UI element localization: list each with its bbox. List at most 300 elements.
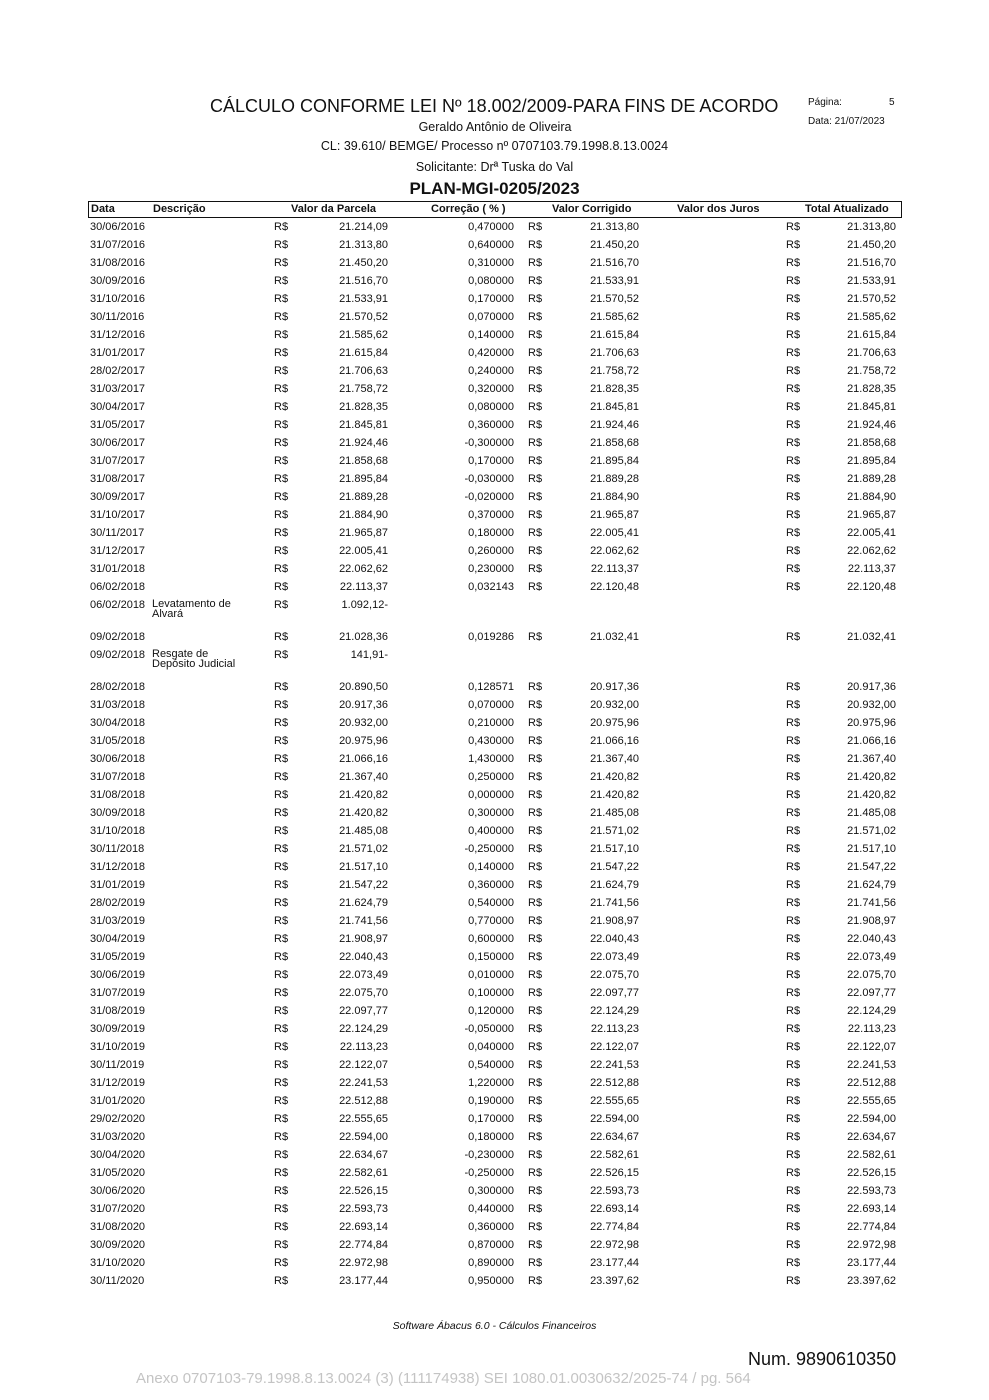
cell-currency-parcela: R$ [274, 1113, 289, 1125]
cell-currency-total: R$ [786, 1185, 801, 1197]
cell-currency-corrigido: R$ [528, 843, 543, 855]
cell-currency-total: R$ [786, 275, 801, 287]
table-row [88, 218, 902, 236]
cell-corrected-value: 21.571,02 [590, 825, 639, 837]
cell-corrected-value: 21.585,62 [590, 311, 639, 323]
cell-installment: 21.028,36 [339, 631, 388, 643]
table-row [88, 308, 902, 326]
table-row [88, 344, 902, 362]
cell-date: 31/01/2020 [90, 1095, 146, 1107]
cell-date: 31/12/2016 [90, 329, 146, 341]
cell-currency-total: R$ [786, 1257, 801, 1269]
cell-total: 21.706,63 [847, 347, 896, 359]
cell-date: 31/08/2017 [90, 473, 146, 485]
cell-installment: 22.122,07 [339, 1059, 388, 1071]
cell-correction: 0,950000 [468, 1275, 514, 1287]
cell-corrected-value: 22.555,65 [590, 1095, 639, 1107]
cell-installment: 22.040,43 [339, 951, 388, 963]
process-line: CL: 39.610/ BEMGE/ Processo nº 0707103.79.1998.8.13.0024 [320, 139, 669, 153]
cell-total: 20.932,00 [847, 699, 896, 711]
cell-currency-parcela: R$ [274, 491, 289, 503]
table-row [88, 452, 902, 470]
cell-currency-parcela: R$ [274, 401, 289, 413]
cell-currency-corrigido: R$ [528, 1113, 543, 1125]
cell-currency-parcela: R$ [274, 951, 289, 963]
cell-date: 31/10/2020 [90, 1257, 146, 1269]
cell-correction: 0,250000 [468, 771, 514, 783]
cell-date: 31/08/2016 [90, 257, 146, 269]
table-row [88, 912, 902, 930]
cell-corrected-value: 21.889,28 [590, 473, 639, 485]
cell-currency-corrigido: R$ [528, 807, 543, 819]
cell-corrected-value: 22.005,41 [590, 527, 639, 539]
cell-currency-total: R$ [786, 987, 801, 999]
cell-installment: 21.858,68 [339, 455, 388, 467]
cell-currency-parcela: R$ [274, 221, 289, 233]
cell-total: 21.908,97 [847, 915, 896, 927]
cell-total: 22.634,67 [847, 1131, 896, 1143]
cell-currency-parcela: R$ [274, 987, 289, 999]
cell-date: 31/01/2018 [90, 563, 146, 575]
cell-currency-total: R$ [786, 789, 801, 801]
cell-currency-corrigido: R$ [528, 699, 543, 711]
cell-currency-corrigido: R$ [528, 1131, 543, 1143]
cell-currency-total: R$ [786, 581, 801, 593]
cell-date: 30/04/2017 [90, 401, 146, 413]
cell-date: 09/02/2018 [90, 649, 146, 661]
cell-total: 22.122,07 [847, 1041, 896, 1053]
table-row [88, 732, 902, 750]
cell-installment: 22.113,23 [339, 1041, 388, 1053]
cell-date: 31/01/2019 [90, 879, 146, 891]
cell-date: 31/07/2016 [90, 239, 146, 251]
cell-currency-total: R$ [786, 419, 801, 431]
cell-corrected-value: 21.485,08 [590, 807, 639, 819]
cell-correction: 0,210000 [468, 717, 514, 729]
table-row [88, 678, 902, 696]
cell-currency-corrigido: R$ [528, 1221, 543, 1233]
cell-correction: 0,400000 [468, 825, 514, 837]
cell-date: 31/08/2020 [90, 1221, 146, 1233]
cell-currency-parcela: R$ [274, 1059, 289, 1071]
table-row [88, 1254, 902, 1272]
cell-total: 21.547,22 [847, 861, 896, 873]
cell-correction: 0,010000 [468, 969, 514, 981]
cell-installment: 21.571,02 [339, 843, 388, 855]
cell-corrected-value: 22.593,73 [590, 1185, 639, 1197]
cell-correction: 0,430000 [468, 735, 514, 747]
cell-installment: 22.555,65 [339, 1113, 388, 1125]
cell-currency-corrigido: R$ [528, 717, 543, 729]
cell-currency-corrigido: R$ [528, 879, 543, 891]
cell-total: 21.066,16 [847, 735, 896, 747]
requester-line: Solicitante: Drª Tuska do Val [415, 160, 574, 174]
cell-correction: 0,180000 [468, 1131, 514, 1143]
cell-correction: 0,890000 [468, 1257, 514, 1269]
cell-currency-parcela: R$ [274, 1149, 289, 1161]
cell-currency-corrigido: R$ [528, 969, 543, 981]
cell-currency-total: R$ [786, 1005, 801, 1017]
cell-corrected-value: 21.420,82 [590, 771, 639, 783]
cell-corrected-value: 22.972,98 [590, 1239, 639, 1251]
cell-currency-parcela: R$ [274, 717, 289, 729]
cell-currency-corrigido: R$ [528, 293, 543, 305]
cell-currency-total: R$ [786, 717, 801, 729]
cell-correction: 0,140000 [468, 329, 514, 341]
table-row [88, 1038, 902, 1056]
cell-correction: -0,230000 [464, 1149, 514, 1161]
cell-total: 20.917,36 [847, 681, 896, 693]
cell-installment: 22.241,53 [339, 1077, 388, 1089]
cell-total: 21.516,70 [847, 257, 896, 269]
cell-correction: 0,000000 [468, 789, 514, 801]
page-label: Página: [808, 97, 842, 108]
cell-currency-corrigido: R$ [528, 1275, 543, 1287]
cell-total: 22.120,48 [847, 581, 896, 593]
cell-currency-corrigido: R$ [528, 681, 543, 693]
cell-total: 21.895,84 [847, 455, 896, 467]
client-name: Geraldo Antônio de Oliveira [418, 120, 572, 134]
cell-installment: 21.066,16 [339, 753, 388, 765]
col-header-total: Total Atualizado [805, 203, 889, 215]
cell-correction: 0,040000 [468, 1041, 514, 1053]
cell-currency-corrigido: R$ [528, 1239, 543, 1251]
table-row [88, 804, 902, 822]
cell-currency-total: R$ [786, 933, 801, 945]
cell-currency-parcela: R$ [274, 275, 289, 287]
cell-correction: 0,470000 [468, 221, 514, 233]
table-row [88, 488, 902, 506]
cell-installment: 21.889,28 [339, 491, 388, 503]
cell-currency-corrigido: R$ [528, 527, 543, 539]
cell-corrected-value: 23.177,44 [590, 1257, 639, 1269]
cell-date: 30/11/2020 [90, 1275, 145, 1287]
cell-currency-corrigido: R$ [528, 1005, 543, 1017]
cell-currency-parcela: R$ [274, 861, 289, 873]
table-row [88, 1272, 902, 1290]
cell-corrected-value: 21.741,56 [590, 897, 639, 909]
cell-currency-total: R$ [786, 861, 801, 873]
cell-date: 31/12/2019 [90, 1077, 146, 1089]
cell-total: 22.593,73 [847, 1185, 896, 1197]
cell-currency-parcela: R$ [274, 365, 289, 377]
cell-corrected-value: 21.615,84 [590, 329, 639, 341]
table-row [88, 894, 902, 912]
cell-date: 31/05/2018 [90, 735, 146, 747]
cell-currency-corrigido: R$ [528, 1023, 543, 1035]
cell-corrected-value: 22.526,15 [590, 1167, 639, 1179]
cell-date: 31/10/2017 [90, 509, 146, 521]
cell-currency-corrigido: R$ [528, 1095, 543, 1107]
cell-date: 09/02/2018 [90, 631, 146, 643]
cell-total: 22.526,15 [847, 1167, 896, 1179]
cell-corrected-value: 22.113,37 [590, 563, 639, 575]
cell-total: 22.512,88 [847, 1077, 896, 1089]
cell-corrected-value: 21.624,79 [590, 879, 639, 891]
table-row [88, 416, 902, 434]
cell-correction: -0,020000 [464, 491, 514, 503]
cell-date: 30/06/2020 [90, 1185, 146, 1197]
cell-correction: 0,240000 [468, 365, 514, 377]
table-row [88, 1092, 902, 1110]
cell-installment: 21.547,22 [339, 879, 388, 891]
table-row [88, 876, 902, 894]
plan-code: PLAN-MGI-0205/2023 [409, 179, 580, 198]
cell-currency-parcela: R$ [274, 1275, 289, 1287]
cell-installment: 22.073,49 [339, 969, 388, 981]
cell-currency-parcela: R$ [274, 581, 289, 593]
table-row [88, 822, 902, 840]
cell-currency-total: R$ [786, 1239, 801, 1251]
table-row [88, 1200, 902, 1218]
cell-installment: 21.845,81 [339, 419, 388, 431]
cell-date: 30/09/2016 [90, 275, 146, 287]
cell-total: 23.397,62 [847, 1275, 896, 1287]
cell-correction: 0,170000 [468, 455, 514, 467]
cell-corrected-value: 21.858,68 [590, 437, 639, 449]
cell-total: 21.965,87 [847, 509, 896, 521]
cell-description: Resgate de Depósito Judicial [152, 648, 236, 670]
cell-currency-total: R$ [786, 329, 801, 341]
cell-date: 30/09/2020 [90, 1239, 146, 1251]
cell-currency-corrigido: R$ [528, 1167, 543, 1179]
cell-currency-corrigido: R$ [528, 933, 543, 945]
cell-correction: 0,320000 [468, 383, 514, 395]
cell-corrected-value: 22.594,00 [590, 1113, 639, 1125]
cell-currency-corrigido: R$ [528, 347, 543, 359]
cell-correction: 0,440000 [468, 1203, 514, 1215]
cell-total: 21.741,56 [847, 897, 896, 909]
cell-installment: 21.758,72 [339, 383, 388, 395]
cell-date: 31/08/2019 [90, 1005, 146, 1017]
cell-total: 21.585,62 [847, 311, 896, 323]
cell-currency-total: R$ [786, 631, 801, 643]
cell-currency-corrigido: R$ [528, 491, 543, 503]
cell-installment: 21.924,46 [339, 437, 388, 449]
cell-total: 22.040,43 [847, 933, 896, 945]
cell-currency-total: R$ [786, 311, 801, 323]
table-row [88, 380, 902, 398]
cell-total: 21.313,80 [847, 221, 896, 233]
page-number: 5 [889, 97, 895, 108]
cell-currency-parcela: R$ [274, 789, 289, 801]
cell-currency-corrigido: R$ [528, 897, 543, 909]
cell-currency-parcela: R$ [274, 753, 289, 765]
annex-watermark: Anexo 0707103-79.1998.8.13.0024 (3) (111174938) SEI 1080.01.0030632/2025-74 / pg. 564 [136, 1370, 751, 1387]
cell-currency-parcela: R$ [274, 329, 289, 341]
cell-currency-total: R$ [786, 807, 801, 819]
cell-installment: 20.975,96 [339, 735, 388, 747]
cell-currency-parcela: R$ [274, 915, 289, 927]
cell-currency-parcela: R$ [274, 933, 289, 945]
cell-corrected-value: 21.313,80 [590, 221, 639, 233]
table-row [88, 1164, 902, 1182]
cell-corrected-value: 22.097,77 [590, 987, 639, 999]
cell-corrected-value: 21.908,97 [590, 915, 639, 927]
cell-correction: 0,770000 [468, 915, 514, 927]
cell-currency-parcela: R$ [274, 771, 289, 783]
cell-correction: 0,100000 [468, 987, 514, 999]
cell-correction: 0,310000 [468, 257, 514, 269]
cell-correction: 0,140000 [468, 861, 514, 873]
cell-total: 22.075,70 [847, 969, 896, 981]
cell-total: 21.420,82 [847, 771, 896, 783]
table-row [88, 398, 902, 416]
cell-currency-parcela: R$ [274, 843, 289, 855]
cell-corrected-value: 21.570,52 [590, 293, 639, 305]
cell-total: 21.032,41 [847, 631, 896, 643]
table-row [88, 524, 902, 542]
cell-currency-parcela: R$ [274, 735, 289, 747]
cell-installment: 21.965,87 [339, 527, 388, 539]
cell-currency-parcela: R$ [274, 1095, 289, 1107]
cell-currency-parcela: R$ [274, 473, 289, 485]
cell-correction: 0,032143 [468, 581, 514, 593]
cell-total: 22.582,61 [847, 1149, 896, 1161]
cell-correction: 0,600000 [468, 933, 514, 945]
cell-correction: 1,430000 [468, 753, 514, 765]
cell-total: 21.571,02 [847, 825, 896, 837]
cell-currency-parcela: R$ [274, 311, 289, 323]
col-header-correction: Correção ( % ) [431, 203, 506, 215]
cell-total: 22.774,84 [847, 1221, 896, 1233]
cell-currency-total: R$ [786, 293, 801, 305]
cell-currency-corrigido: R$ [528, 987, 543, 999]
cell-currency-total: R$ [786, 1113, 801, 1125]
table-row [88, 628, 902, 646]
cell-currency-corrigido: R$ [528, 1059, 543, 1071]
cell-date: 30/11/2019 [90, 1059, 145, 1071]
cell-installment: 21.367,40 [339, 771, 388, 783]
cell-installment: 22.097,77 [339, 1005, 388, 1017]
cell-total: 20.975,96 [847, 717, 896, 729]
cell-currency-parcela: R$ [274, 563, 289, 575]
cell-currency-total: R$ [786, 1275, 801, 1287]
cell-currency-corrigido: R$ [528, 473, 543, 485]
cell-corrected-value: 21.066,16 [590, 735, 639, 747]
cell-currency-parcela: R$ [274, 1185, 289, 1197]
cell-currency-corrigido: R$ [528, 509, 543, 521]
cell-total: 22.097,77 [847, 987, 896, 999]
cell-currency-parcela: R$ [274, 527, 289, 539]
table-row [88, 254, 902, 272]
table-row [88, 434, 902, 452]
cell-correction: -0,250000 [464, 1167, 514, 1179]
cell-corrected-value: 21.420,82 [590, 789, 639, 801]
cell-currency-corrigido: R$ [528, 383, 543, 395]
table-row [88, 1020, 902, 1038]
cell-date: 31/03/2018 [90, 699, 146, 711]
cell-currency-total: R$ [786, 951, 801, 963]
cell-currency-parcela: R$ [274, 897, 289, 909]
cell-currency-total: R$ [786, 1077, 801, 1089]
cell-currency-total: R$ [786, 563, 801, 575]
cell-corrected-value: 22.120,48 [590, 581, 639, 593]
cell-total: 21.758,72 [847, 365, 896, 377]
cell-total: 23.177,44 [847, 1257, 896, 1269]
cell-corrected-value: 21.450,20 [590, 239, 639, 251]
cell-currency-parcela: R$ [274, 681, 289, 693]
cell-total: 21.450,20 [847, 239, 896, 251]
cell-installment: 21.313,80 [339, 239, 388, 251]
table-row [88, 596, 902, 628]
cell-correction: 0,170000 [468, 1113, 514, 1125]
cell-installment: 21.517,10 [339, 861, 388, 873]
cell-correction: 0,540000 [468, 897, 514, 909]
cell-currency-total: R$ [786, 383, 801, 395]
cell-date: 31/10/2019 [90, 1041, 146, 1053]
table-row [88, 1056, 902, 1074]
cell-currency-total: R$ [786, 347, 801, 359]
cell-currency-parcela: R$ [274, 1239, 289, 1251]
cell-currency-corrigido: R$ [528, 239, 543, 251]
cell-total: 21.924,46 [847, 419, 896, 431]
cell-installment: 21.908,97 [339, 933, 388, 945]
cell-correction: 0,300000 [468, 807, 514, 819]
table-row [88, 840, 902, 858]
cell-correction: 0,540000 [468, 1059, 514, 1071]
cell-total: 22.124,29 [847, 1005, 896, 1017]
cell-total: 22.113,37 [847, 563, 896, 575]
table-row [88, 786, 902, 804]
cell-date: 31/07/2020 [90, 1203, 146, 1215]
cell-currency-total: R$ [786, 825, 801, 837]
cell-total: 22.005,41 [847, 527, 896, 539]
cell-installment: 21.615,84 [339, 347, 388, 359]
cell-date: 06/02/2018 [90, 599, 146, 611]
cell-currency-total: R$ [786, 1023, 801, 1035]
cell-date: 31/10/2018 [90, 825, 146, 837]
cell-currency-parcela: R$ [274, 631, 289, 643]
cell-corrected-value: 22.582,61 [590, 1149, 639, 1161]
cell-currency-corrigido: R$ [528, 1041, 543, 1053]
cell-corrected-value: 22.241,53 [590, 1059, 639, 1071]
table-row [88, 646, 902, 678]
cell-corrected-value: 21.516,70 [590, 257, 639, 269]
cell-currency-total: R$ [786, 1203, 801, 1215]
cell-installment: 22.075,70 [339, 987, 388, 999]
col-header-corrected-value: Valor Corrigido [552, 203, 632, 215]
cell-corrected-value: 21.828,35 [590, 383, 639, 395]
cell-date: 30/06/2018 [90, 753, 146, 765]
cell-currency-corrigido: R$ [528, 789, 543, 801]
cell-currency-total: R$ [786, 401, 801, 413]
cell-currency-corrigido: R$ [528, 951, 543, 963]
cell-corrected-value: 20.917,36 [590, 681, 639, 693]
cell-date: 30/06/2016 [90, 221, 146, 233]
cell-corrected-value: 22.113,23 [590, 1023, 639, 1035]
table-row [88, 236, 902, 254]
cell-installment: 21.828,35 [339, 401, 388, 413]
table-row [88, 984, 902, 1002]
cell-currency-corrigido: R$ [528, 581, 543, 593]
cell-currency-parcela: R$ [274, 1005, 289, 1017]
cell-corrected-value: 21.533,91 [590, 275, 639, 287]
cell-date: 30/04/2020 [90, 1149, 146, 1161]
document-title: CÁLCULO CONFORME LEI Nº 18.002/2009-PARA FINS DE ACORDO [210, 96, 779, 116]
cell-date: 31/05/2017 [90, 419, 146, 431]
cell-date: 28/02/2019 [90, 897, 146, 909]
table-row [88, 1218, 902, 1236]
cell-currency-corrigido: R$ [528, 221, 543, 233]
table-row [88, 362, 902, 380]
cell-installment: 20.932,00 [339, 717, 388, 729]
calculation-table [88, 201, 902, 1290]
cell-currency-parcela: R$ [274, 419, 289, 431]
cell-corrected-value: 23.397,62 [590, 1275, 639, 1287]
cell-currency-total: R$ [786, 1149, 801, 1161]
cell-currency-parcela: R$ [274, 1041, 289, 1053]
